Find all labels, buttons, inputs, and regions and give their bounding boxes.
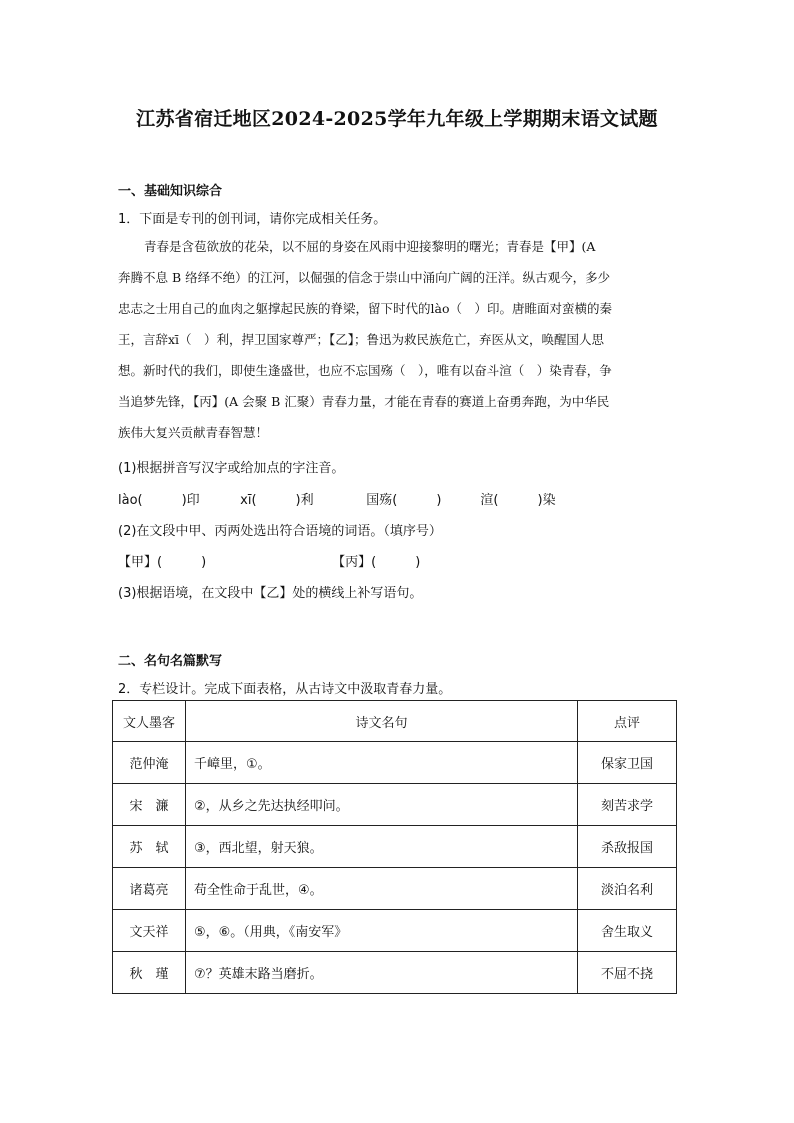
section-heading-basics: 一、基础知识综合 xyxy=(118,184,223,199)
person-cell: 诸葛亮 xyxy=(113,868,186,910)
passage-line: 王，言辞xī（ ）利，捍卫国家尊严；【乙】；鲁迅为救民族危亡，弃医从文，唤醒国人思 xyxy=(118,332,605,347)
column-header: 诗文名句 xyxy=(186,701,578,742)
answer-blank-bing[interactable]: 【丙】( ) xyxy=(332,555,421,570)
line-cell[interactable]: 苟全性命于乱世，④。 xyxy=(186,868,578,910)
pinyin-blank[interactable]: 国殇( ) xyxy=(366,493,442,508)
pinyin-blank[interactable]: 渲( )染 xyxy=(480,493,556,508)
passage-line: 当追梦先锋，【丙】(A 会聚 B 汇聚）青春力量，才能在青春的赛道上奋勇奔跑，为中华民 xyxy=(118,394,610,409)
line-cell[interactable]: ⑤，⑥。（用典，《南安军》 xyxy=(186,910,578,952)
table-header-row xyxy=(113,701,677,742)
line-cell[interactable]: 千嶂里，①。 xyxy=(186,742,578,784)
comment-cell: 淡泊名利 xyxy=(578,868,677,910)
passage xyxy=(118,231,678,448)
task-2-prompt: (2)在文段中甲、丙两处选出符合语境的词语。（填序号） xyxy=(118,524,442,539)
passage-line: 忠志之士用自己的血肉之躯撑起民族的脊梁，留下时代的lào（ ）印。唐睢面对蛮横的秦 xyxy=(118,301,612,316)
answer-blanks xyxy=(118,551,420,570)
poem-table xyxy=(112,700,677,994)
comment-cell: 杀敌报国 xyxy=(578,826,677,868)
passage-line: 奔腾不息 B 络绎不绝）的江河，以倔强的信念于崇山中涌向广阔的汪洋。纵古观今，多少 xyxy=(118,270,611,285)
person-cell: 范仲淹 xyxy=(113,742,186,784)
comment-cell: 舍生取义 xyxy=(578,910,677,952)
pinyin-blank[interactable]: xī( )利 xyxy=(240,493,314,508)
pinyin-blanks xyxy=(118,489,556,508)
table-row xyxy=(113,952,677,994)
table-row xyxy=(113,826,677,868)
person-cell: 宋 濂 xyxy=(113,784,186,826)
question-2-prompt: 2．专栏设计。完成下面表格，从古诗文中汲取青春力量。 xyxy=(118,682,452,697)
column-header: 点评 xyxy=(578,701,677,742)
comment-cell: 不屈不挠 xyxy=(578,952,677,994)
person-cell: 文天祥 xyxy=(113,910,186,952)
line-cell[interactable]: ⑦？英雄末路当磨折。 xyxy=(186,952,578,994)
passage-line: 族伟大复兴贡献青春智慧！ xyxy=(118,425,269,440)
task-3-prompt: (3)根据语境，在文段中【乙】处的横线上补写语句。 xyxy=(118,586,423,601)
person-cell: 秋 瑾 xyxy=(113,952,186,994)
page-title: 江苏省宿迁地区2024-2025学年九年级上学期期末语文试题 xyxy=(136,108,658,130)
line-cell[interactable]: ③，西北望，射天狼。 xyxy=(186,826,578,868)
table-row xyxy=(113,910,677,952)
person-cell: 苏 轼 xyxy=(113,826,186,868)
answer-blank-jia[interactable]: 【甲】( ) xyxy=(118,555,207,570)
passage-line: 青春是含苞欲放的花朵，以不屈的身姿在风雨中迎接黎明的曙光；青春是【甲】(A xyxy=(144,239,596,254)
question-1-prompt: 1．下面是专刊的创刊词，请你完成相关任务。 xyxy=(118,212,387,227)
comment-cell: 刻苦求学 xyxy=(578,784,677,826)
task-1-prompt: (1)根据拼音写汉字或给加点的字注音。 xyxy=(118,461,345,476)
section-heading-recitation: 二、名句名篇默写 xyxy=(118,654,223,669)
comment-cell: 保家卫国 xyxy=(578,742,677,784)
passage-line: 想。新时代的我们，即使生逢盛世，也应不忘国殇（ ），唯有以奋斗渲（ ）染青春，争 xyxy=(118,363,612,378)
table-row xyxy=(113,784,677,826)
column-header: 文人墨客 xyxy=(113,701,186,742)
line-cell[interactable]: ②，从乡之先达执经叩问。 xyxy=(186,784,578,826)
pinyin-blank[interactable]: lào( )印 xyxy=(118,493,200,508)
table-row xyxy=(113,742,677,784)
table-row xyxy=(113,868,677,910)
